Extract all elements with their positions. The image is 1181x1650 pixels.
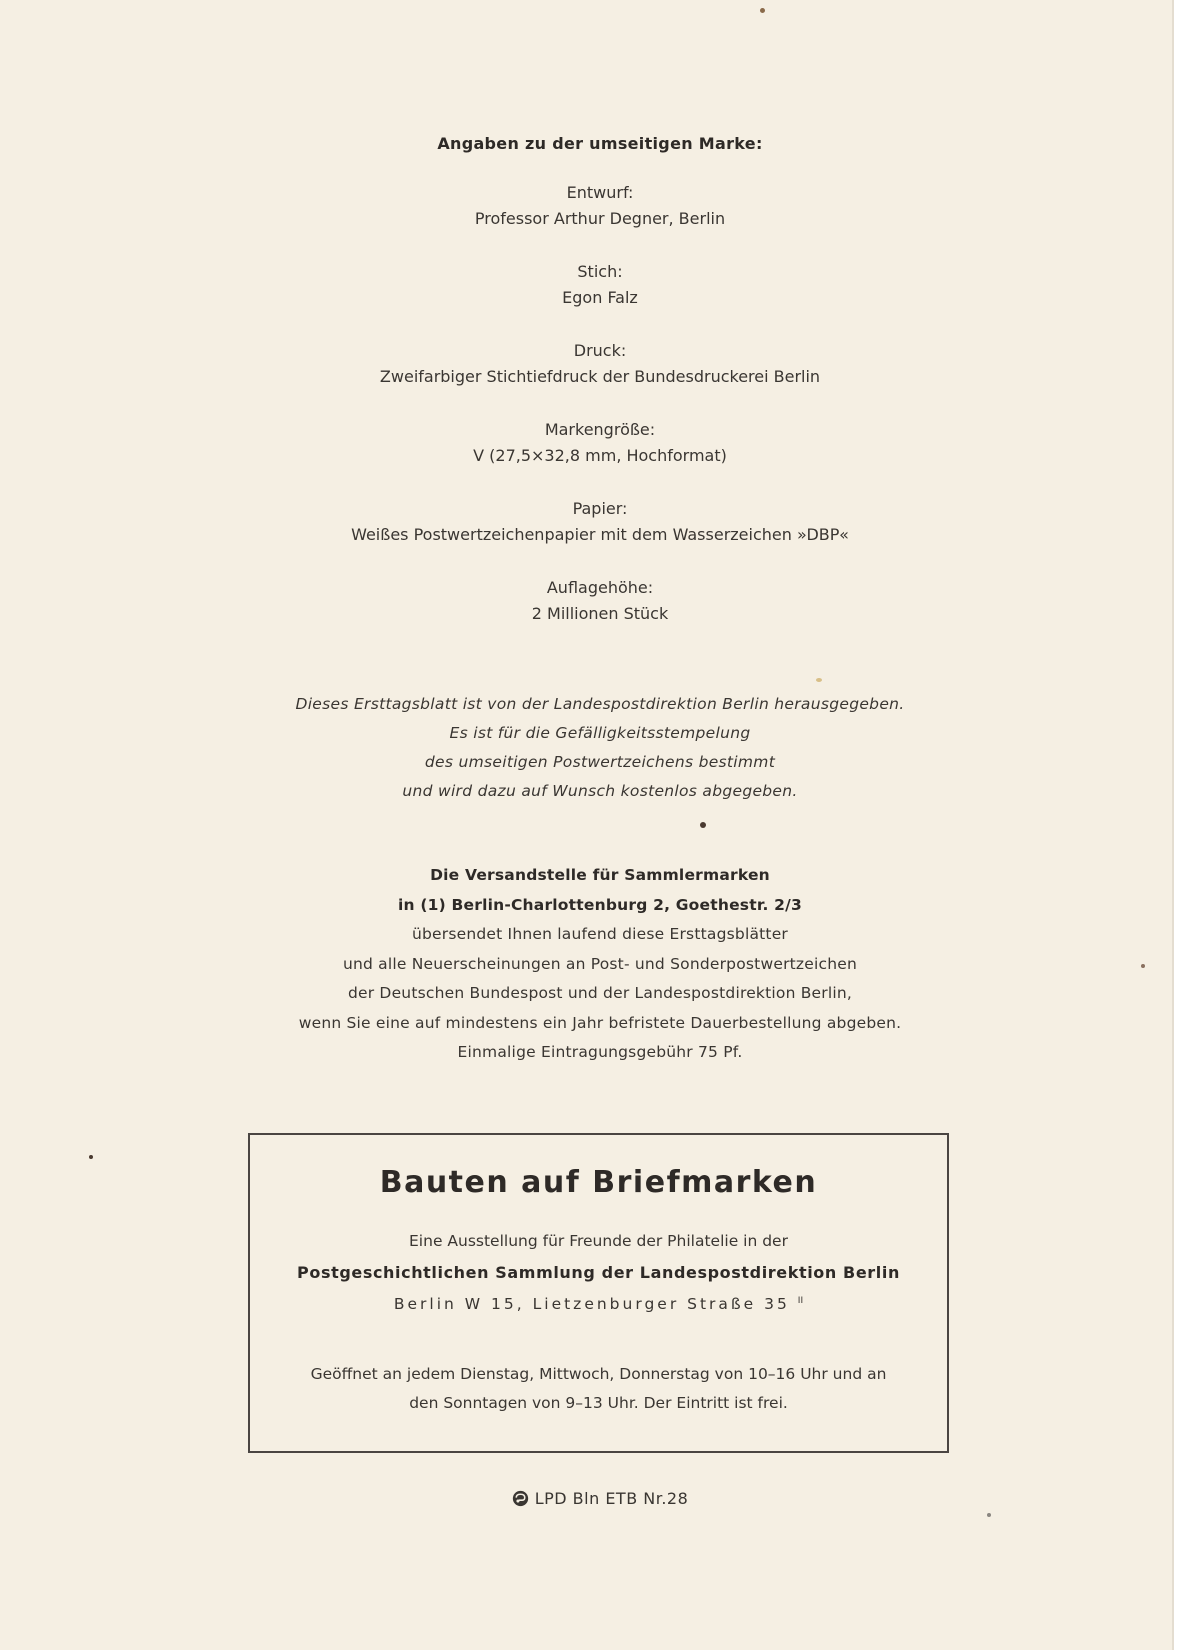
exhibition-hours [250, 1360, 947, 1418]
info-line: wenn Sie eine auf mindestens ein Jahr befristete Dauerbestellung abgeben. [298, 1013, 902, 1032]
sheet-reference [0, 1489, 1181, 1511]
paper-speck [700, 822, 706, 828]
exhibition-address [250, 1295, 947, 1313]
spec-print-run [0, 575, 1181, 627]
spec-design [0, 180, 1181, 232]
notice-line: Es ist für die Gefälligkeitsstempelung [449, 724, 751, 742]
info-line: und alle Neuerscheinungen an Post- und Sonderpostwertzeichen [342, 954, 858, 973]
spec-value: Zweifarbiger Stichtiefdruck der Bundesdruckerei Berlin [379, 367, 821, 386]
spec-printing [0, 338, 1181, 390]
hours-line: Geöffnet an jedem Dienstag, Mittwoch, Donnerstag von 10–16 Uhr und an [310, 1365, 887, 1383]
hours-line: den Sonntagen von 9–13 Uhr. Der Eintritt ist frei. [409, 1394, 788, 1412]
stamp-details-heading: Angaben zu der umseitigen Marke: [437, 134, 763, 153]
address-text: Berlin W 15, Lietzenburger Straße 35 [393, 1295, 790, 1313]
spec-value: V (27,5×32,8 mm, Hochformat) [473, 446, 727, 465]
spec-label: Stich: [577, 262, 623, 281]
spec-value: Egon Falz [562, 288, 638, 307]
info-line: der Deutschen Bundespost und der Landespostdirektion Berlin, [347, 984, 853, 1002]
spec-value: Weißes Postwertzeichenpapier mit dem Wasserzeichen »DBP« [351, 525, 849, 544]
notice-line: Dieses Ersttagsblatt ist von der Landespostdirektion Berlin herausgegeben. [295, 695, 905, 713]
exhibition-intro: Eine Ausstellung für Freunde der Philatelie in der [409, 1232, 788, 1250]
spec-label: Auflagehöhe: [546, 578, 654, 597]
notice-line: und wird dazu auf Wunsch kostenlos abgegeben. [402, 782, 798, 800]
paper-speck [89, 1155, 93, 1159]
spec-label: Papier: [572, 499, 628, 518]
sheet-reference-number: LPD Bln ETB Nr.28 [534, 1489, 689, 1508]
registration-fee: Einmalige Eintragungsgebühr 75 Pf. [457, 1043, 743, 1061]
exhibition-box [248, 1133, 949, 1453]
info-line: übersendet Ihnen laufend diese Ersttagsblätter [411, 925, 789, 943]
spec-stamp-size [0, 417, 1181, 469]
first-day-sheet-notice [0, 690, 1181, 806]
exhibition-title: Bauten auf Briefmarken [379, 1165, 818, 1200]
post-horn-emblem-icon [512, 1490, 529, 1511]
paper-speck [987, 1513, 991, 1517]
spec-paper [0, 496, 1181, 548]
spec-label: Druck: [573, 341, 627, 360]
spec-label: Entwurf: [566, 183, 634, 202]
spec-engraving [0, 259, 1181, 311]
dispatch-office-name: Die Versandstelle für Sammlermarken [430, 866, 770, 884]
spec-label: Markengröße: [544, 420, 656, 439]
notice-line: des umseitigen Postwertzeichens bestimmt [424, 753, 776, 771]
dispatch-office-address: in (1) Berlin-Charlottenburg 2, Goethestr. 2/3 [398, 895, 802, 914]
dispatch-office-info [0, 861, 1181, 1068]
paper-speck [816, 678, 822, 682]
spec-value: 2 Millionen Stück [531, 604, 669, 623]
paper-speck [760, 8, 765, 13]
spec-value: Professor Arthur Degner, Berlin [474, 209, 726, 228]
exhibition-venue: Postgeschichtlichen Sammlung der Landespostdirektion Berlin [297, 1263, 900, 1282]
address-floor: II [797, 1295, 804, 1306]
paper-speck [1141, 964, 1145, 968]
